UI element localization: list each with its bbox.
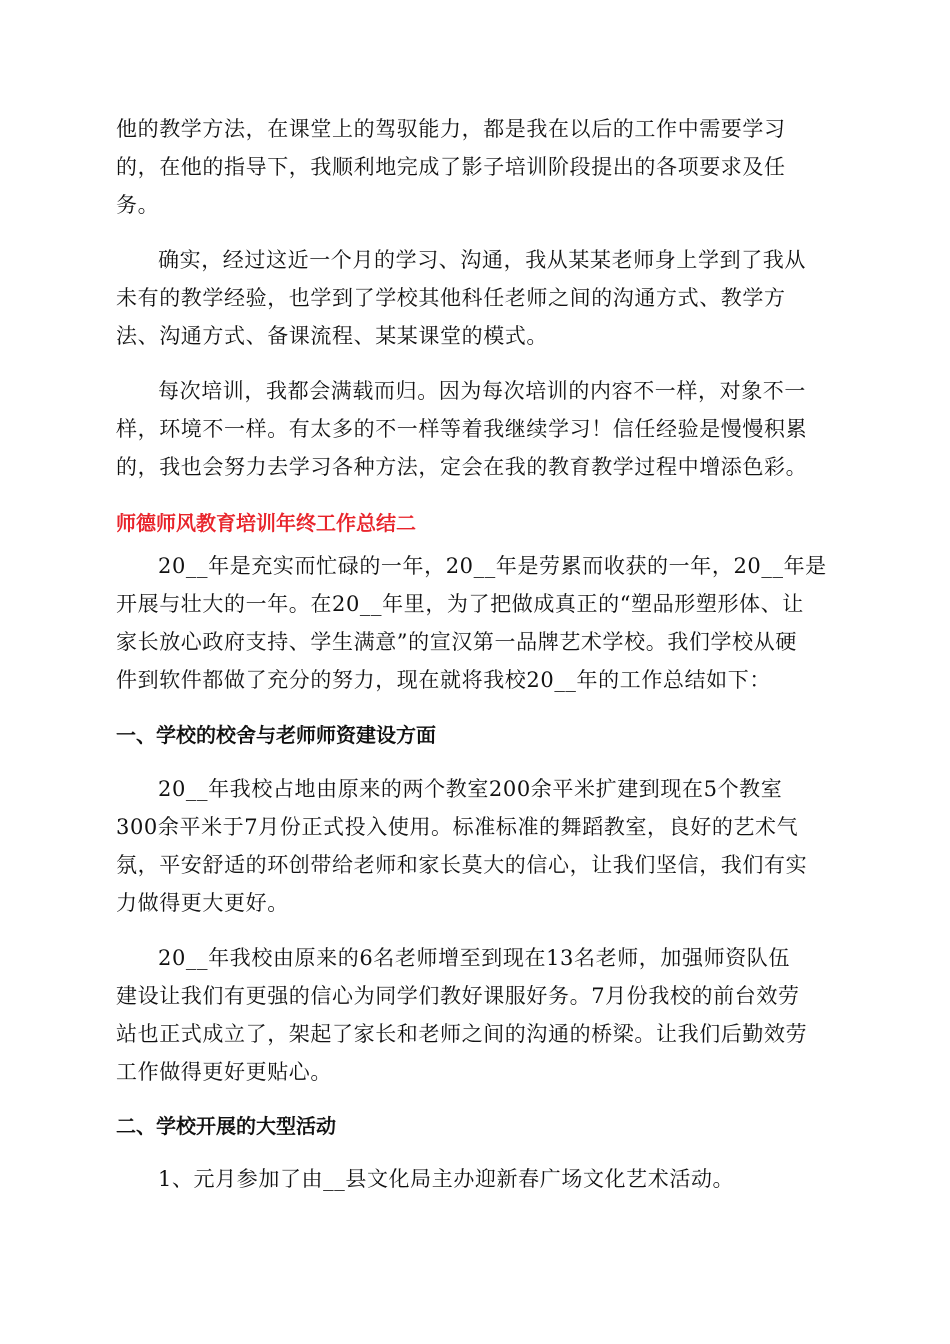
paragraph-line: 确实，经过这近一个月的学习、沟通，我从某某老师身上学到了我从 <box>158 248 806 272</box>
paragraph-line: 未有的教学经验，也学到了学校其他科任老师之间的沟通方式、教学方 <box>116 286 786 310</box>
paragraph-line: 1、元月参加了由__县文化局主办迎新春广场文化艺术活动。 <box>158 1167 735 1191</box>
paragraph-line: 站也正式成立了，架起了家长和老师之间的沟通的桥梁。让我们后勤效劳 <box>116 1022 808 1046</box>
paragraph-line: 件到软件都做了充分的努力，现在就将我校20__年的工作总结如下： <box>116 668 771 692</box>
paragraph-line: 20__年我校由原来的6名老师增至到现在13名老师，加强师资队伍 <box>158 946 791 970</box>
paragraph-line: 20__年我校占地由原来的两个教室200余平米扩建到现在5个教室 <box>158 777 783 801</box>
paragraph-line: 样，环境不一样。有太多的不一样等着我继续学习！信任经验是慢慢积累 <box>116 417 808 441</box>
paragraph-line: 300余平米于7月份正式投入使用。标准标准的舞蹈教室，良好的艺术气 <box>116 815 799 839</box>
paragraph-line: 每次培训，我都会满载而归。因为每次培训的内容不一样，对象不一 <box>158 379 806 403</box>
subsection-heading: 二、学校开展的大型活动 <box>116 1114 336 1138</box>
section-title: 师德师风教育培训年终工作总结二 <box>116 511 416 535</box>
paragraph-line: 工作做得更好更贴心。 <box>116 1060 332 1084</box>
subsection-heading: 一、学校的校舍与老师师资建设方面 <box>116 723 436 747</box>
paragraph-line: 他的教学方法，在课堂上的驾驭能力，都是我在以后的工作中需要学习 <box>116 117 786 141</box>
paragraph-line: 力做得更大更好。 <box>116 891 289 915</box>
paragraph-line: 20__年是充实而忙碌的一年，20__年是劳累而收获的一年，20__年是 <box>158 554 827 578</box>
paragraph-line: 建设让我们有更强的信心为同学们教好课服好务。7月份我校的前台效劳 <box>116 984 800 1008</box>
paragraph-line: 的，在他的指导下，我顺利地完成了影子培训阶段提出的各项要求及任 <box>116 155 786 179</box>
paragraph-line: 家长放心政府支持、学生满意”的宣汉第一品牌艺术学校。我们学校从硬 <box>116 630 797 654</box>
paragraph-line: 开展与壮大的一年。在20__年里，为了把做成真正的“塑品形塑形体、让 <box>116 592 804 616</box>
paragraph-line: 法、沟通方式、备课流程、某某课堂的模式。 <box>116 324 548 348</box>
paragraph-line: 氛，平安舒适的环创带给老师和家长莫大的信心，让我们坚信，我们有实 <box>116 853 808 877</box>
paragraph-line: 务。 <box>116 193 160 217</box>
paragraph-line: 的，我也会努力去学习各种方法，定会在我的教育教学过程中增添色彩。 <box>116 455 808 479</box>
